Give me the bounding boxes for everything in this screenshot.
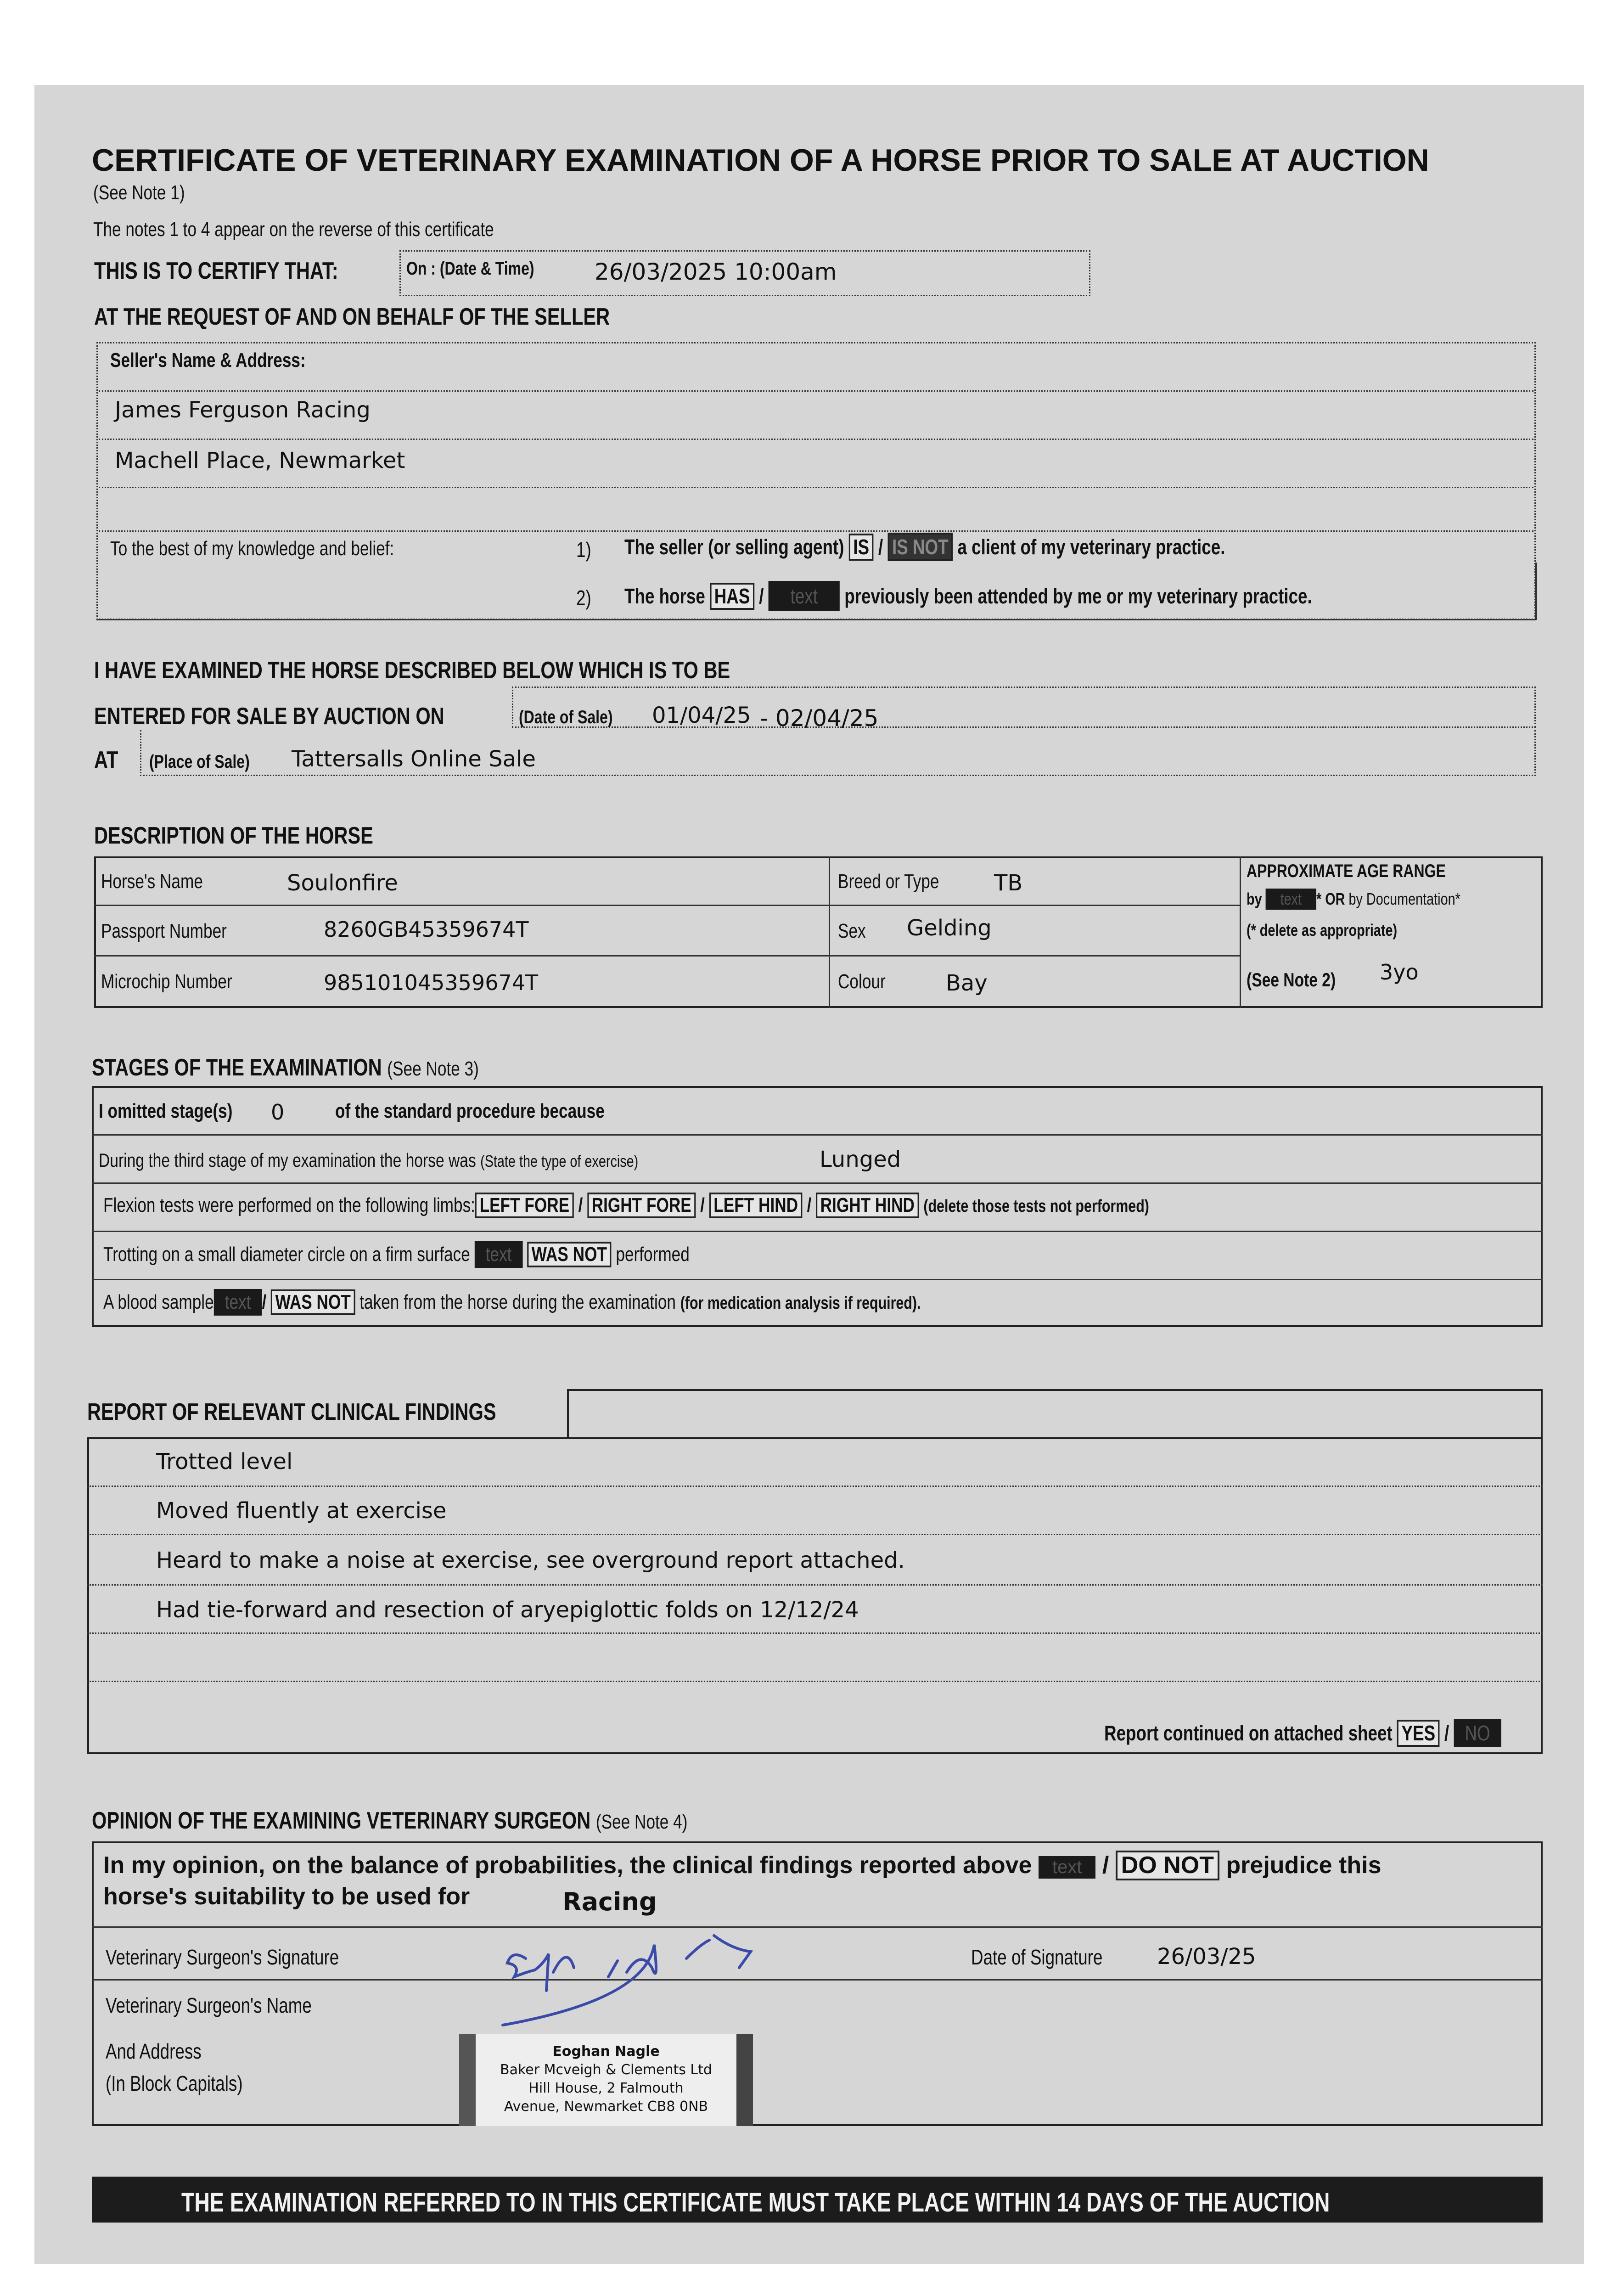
blood-was-not: WAS NOT (271, 1289, 355, 1315)
name-label: Veterinary Surgeon's Name (106, 1993, 312, 2017)
stamp-text (476, 2043, 736, 2116)
knowledge-item-1 (624, 533, 1225, 561)
blood-line: A blood sample text / WAS NOT taken from the horse during the examination (for medication analysis if required). (103, 1289, 921, 1316)
report-rule-2 (87, 1534, 1543, 1535)
stages-row-4 (92, 1279, 1543, 1280)
desc-divider-1 (829, 856, 830, 1008)
address-label: And Address (106, 2039, 202, 2063)
certificate-title: CERTIFICATE OF VETERINARY EXAMINATION OF A HORSE PRIOR TO SALE AT AUCTION (92, 143, 1429, 178)
examined-line-2: ENTERED FOR SALE BY AUCTION ON (94, 703, 444, 730)
examined-line-1: I HAVE EXAMINED THE HORSE DESCRIBED BELOW WHICH IS TO BE (94, 657, 730, 684)
notes-line: The notes 1 to 4 appear on the reverse of this certificate (93, 218, 494, 241)
seller-block (96, 342, 1536, 620)
seller-rule-1 (99, 390, 1533, 392)
continued-label: Report continued on attached sheet (1104, 1721, 1393, 1745)
knowledge-label: To the best of my knowledge and belief: (110, 537, 394, 560)
age-delete: (* delete as appropriate) (1247, 921, 1398, 940)
report-line-1: Trotted level (156, 1449, 293, 1474)
sig-label: Veterinary Surgeon's Signature (106, 1945, 339, 1969)
blood-note: (for medication analysis if required). (680, 1294, 921, 1313)
age-by: by (1247, 889, 1262, 908)
blood-redaction: text (214, 1289, 262, 1316)
item2-slash: / (759, 584, 764, 608)
report-rule-3 (87, 1584, 1543, 1586)
vet-stamp (459, 2034, 753, 2126)
item1-pre: The seller (or selling agent) (624, 535, 844, 559)
report-line-4: Had tie-forward and resection of aryepiglottic folds on 12/12/24 (156, 1597, 859, 1623)
colour-label: Colour (838, 970, 886, 993)
opinion-do-not: DO NOT (1116, 1851, 1219, 1880)
stages-row-1 (92, 1134, 1543, 1136)
omitted-post: of the standard procedure because (335, 1100, 605, 1122)
trot-pre: Trotting on a small diameter circle on a firm surface (103, 1243, 470, 1266)
flexion-line: Flexion tests were performed on the following limbs: LEFT FORE / RIGHT FORE / LEFT HIND / RIGHT HIND (delete those tests not performed) (103, 1193, 1149, 1218)
third-label: During the third stage of my examination the horse was (99, 1149, 476, 1171)
breed-label: Breed or Type (838, 870, 939, 893)
continued-redaction: NO (1454, 1719, 1501, 1747)
stamp-edge-right (736, 2034, 753, 2126)
third-stage-line (99, 1149, 638, 1171)
on-date-label: On : (Date & Time) (406, 259, 534, 279)
seller-label: Seller's Name & Address: (110, 349, 306, 371)
item2-post: previously been attended by me or my veterinary practice. (844, 584, 1312, 608)
report-table (87, 1437, 1543, 1754)
desc-row-1 (94, 905, 1240, 906)
knowledge-item-2-number: 2) (576, 586, 591, 610)
item1-isnot-struck: IS NOT (887, 533, 953, 561)
sig-date-label: Date of Signature (971, 1945, 1103, 1969)
see-note-1: (See Note 1) (93, 181, 185, 204)
report-continued: Report continued on attached sheet YES / NO (1104, 1719, 1501, 1747)
at-label: AT (94, 747, 118, 773)
age-note: (See Note 2) (1247, 969, 1336, 990)
report-line-3: Heard to make a noise at exercise, see overground report attached. (156, 1548, 905, 1573)
signature-scribble (494, 1917, 824, 2027)
limb-left-fore: LEFT FORE (475, 1193, 574, 1218)
age-or: * OR (1316, 889, 1345, 908)
microchip-label: Microchip Number (101, 970, 232, 993)
opinion-redaction: text (1039, 1856, 1095, 1879)
report-line-2: Moved fluently at exercise (156, 1498, 447, 1524)
opinion-title: OPINION OF THE EXAMINING VETERINARY SURGEON (92, 1807, 591, 1834)
seller-block-bottom (96, 619, 1536, 620)
opinion-note: (See Note 4) (595, 1811, 688, 1833)
knowledge-item-2 (624, 581, 1312, 611)
stages-heading (92, 1054, 479, 1081)
item2-pre: The horse (624, 584, 705, 608)
sale-date-value-2: - 02/04/25 (760, 705, 879, 732)
desc-row-2 (94, 955, 1240, 957)
passport-label: Passport Number (101, 920, 227, 942)
sig-date-value: 26/03/25 (1157, 1944, 1256, 1970)
item1-is-box: IS (849, 534, 874, 561)
sex-label: Sex (838, 920, 866, 942)
sale-date-label: (Date of Sale) (519, 707, 613, 727)
item2-redaction: text (769, 581, 840, 611)
limb-right-hind: RIGHT HIND (816, 1193, 919, 1218)
horse-name-label: Horse's Name (101, 870, 203, 893)
opinion-purpose: Racing (562, 1887, 657, 1916)
seller-rule-3 (99, 487, 1533, 488)
stamp-line-3: Hill House, 2 Falmouth (528, 2080, 684, 2096)
stages-title: STAGES OF THE EXAMINATION (92, 1054, 382, 1081)
opinion-heading (92, 1807, 687, 1835)
seller-name: James Ferguson Racing (115, 397, 371, 423)
age-doc: by Documentation* (1348, 889, 1460, 908)
trot-redaction: text (475, 1241, 523, 1268)
report-rule-1 (87, 1486, 1543, 1487)
third-value: Lunged (820, 1147, 901, 1172)
block-capitals-label: (In Block Capitals) (106, 2071, 243, 2095)
stages-note: (See Note 3) (387, 1058, 479, 1080)
flexion-pre: Flexion tests were performed on the following limbs: (103, 1194, 475, 1216)
flexion-post: (delete those tests not performed) (923, 1197, 1149, 1216)
report-rule-5 (87, 1681, 1543, 1682)
sale-place-value: Tattersalls Online Sale (292, 746, 536, 772)
third-note: (State the type of exercise) (480, 1152, 639, 1171)
stamp-line-4: Avenue, Newmarket CB8 0NB (504, 2099, 708, 2115)
report-heading: REPORT OF RELEVANT CLINICAL FINDINGS (87, 1399, 496, 1425)
age-by-line (1247, 889, 1460, 910)
sale-place-label: (Place of Sale) (149, 752, 250, 772)
breed-value: TB (994, 870, 1023, 896)
omitted-label: I omitted stage(s) (99, 1100, 233, 1122)
sex-value: Gelding (907, 915, 992, 941)
omitted-value: 0 (271, 1100, 285, 1125)
on-date-value: 26/03/2025 10:00am (595, 259, 837, 285)
stamp-name: Eoghan Nagle (552, 2043, 660, 2060)
description-heading: DESCRIPTION OF THE HORSE (94, 822, 373, 849)
age-value: 3yo (1380, 960, 1419, 985)
limb-right-fore: RIGHT FORE (587, 1193, 696, 1218)
trot-line (103, 1241, 690, 1268)
seller-rule-2 (99, 439, 1533, 440)
trot-post: performed (616, 1243, 690, 1266)
microchip-value: 985101045359674T (324, 970, 539, 995)
request-heading: AT THE REQUEST OF AND ON BEHALF OF THE SELLER (94, 304, 610, 330)
seller-rule-4 (99, 530, 1533, 532)
opinion-line-2: horse's suitability to be used for (103, 1883, 470, 1910)
desc-divider-2 (1240, 856, 1241, 1008)
age-heading: APPROXIMATE AGE RANGE (1247, 861, 1446, 881)
limb-left-hind: LEFT HIND (709, 1193, 803, 1218)
knowledge-item-1-number: 1) (576, 538, 591, 562)
sale-date-value: 01/04/25 (652, 703, 751, 728)
stamp-edge-left (459, 2034, 476, 2126)
blood-post: taken from the horse during the examination (359, 1291, 676, 1313)
stages-row-3 (92, 1231, 1543, 1232)
stamp-line-2: Baker Mcveigh & Clements Ltd (500, 2062, 712, 2078)
opinion-text-post: prejudice this (1226, 1852, 1382, 1879)
item2-has-box: HAS (710, 583, 754, 610)
opinion-text-pre: In my opinion, on the balance of probabilities, the clinical findings reported above (103, 1852, 1032, 1879)
certify-label: THIS IS TO CERTIFY THAT: (94, 258, 338, 284)
stages-row-2 (92, 1182, 1543, 1184)
item1-slash: / (878, 535, 883, 559)
passport-value: 8260GB45359674T (324, 917, 529, 942)
item1-post: a client of my veterinary practice. (957, 535, 1225, 559)
continued-yes: YES (1397, 1720, 1440, 1747)
certificate-sheet (34, 85, 1584, 2264)
age-redaction: text (1266, 889, 1316, 910)
trot-was-not: WAS NOT (527, 1242, 611, 1267)
footer-text: THE EXAMINATION REFERRED TO IN THIS CERTIFICATE MUST TAKE PLACE WITHIN 14 DAYS OF THE AUCTION (181, 2188, 1330, 2217)
report-heading-box (567, 1389, 1543, 1437)
colour-value: Bay (946, 970, 988, 996)
blood-pre: A blood sample (103, 1291, 214, 1313)
report-rule-4 (87, 1632, 1543, 1634)
opinion-statement: In my opinion, on the balance of probabilities, the clinical findings reported above text / DO NOT prejudice this (103, 1851, 1382, 1880)
seller-address: Machell Place, Newmarket (115, 448, 405, 473)
horse-name-value: Soulonfire (287, 870, 398, 896)
seller-block-right-edge (1535, 563, 1537, 620)
